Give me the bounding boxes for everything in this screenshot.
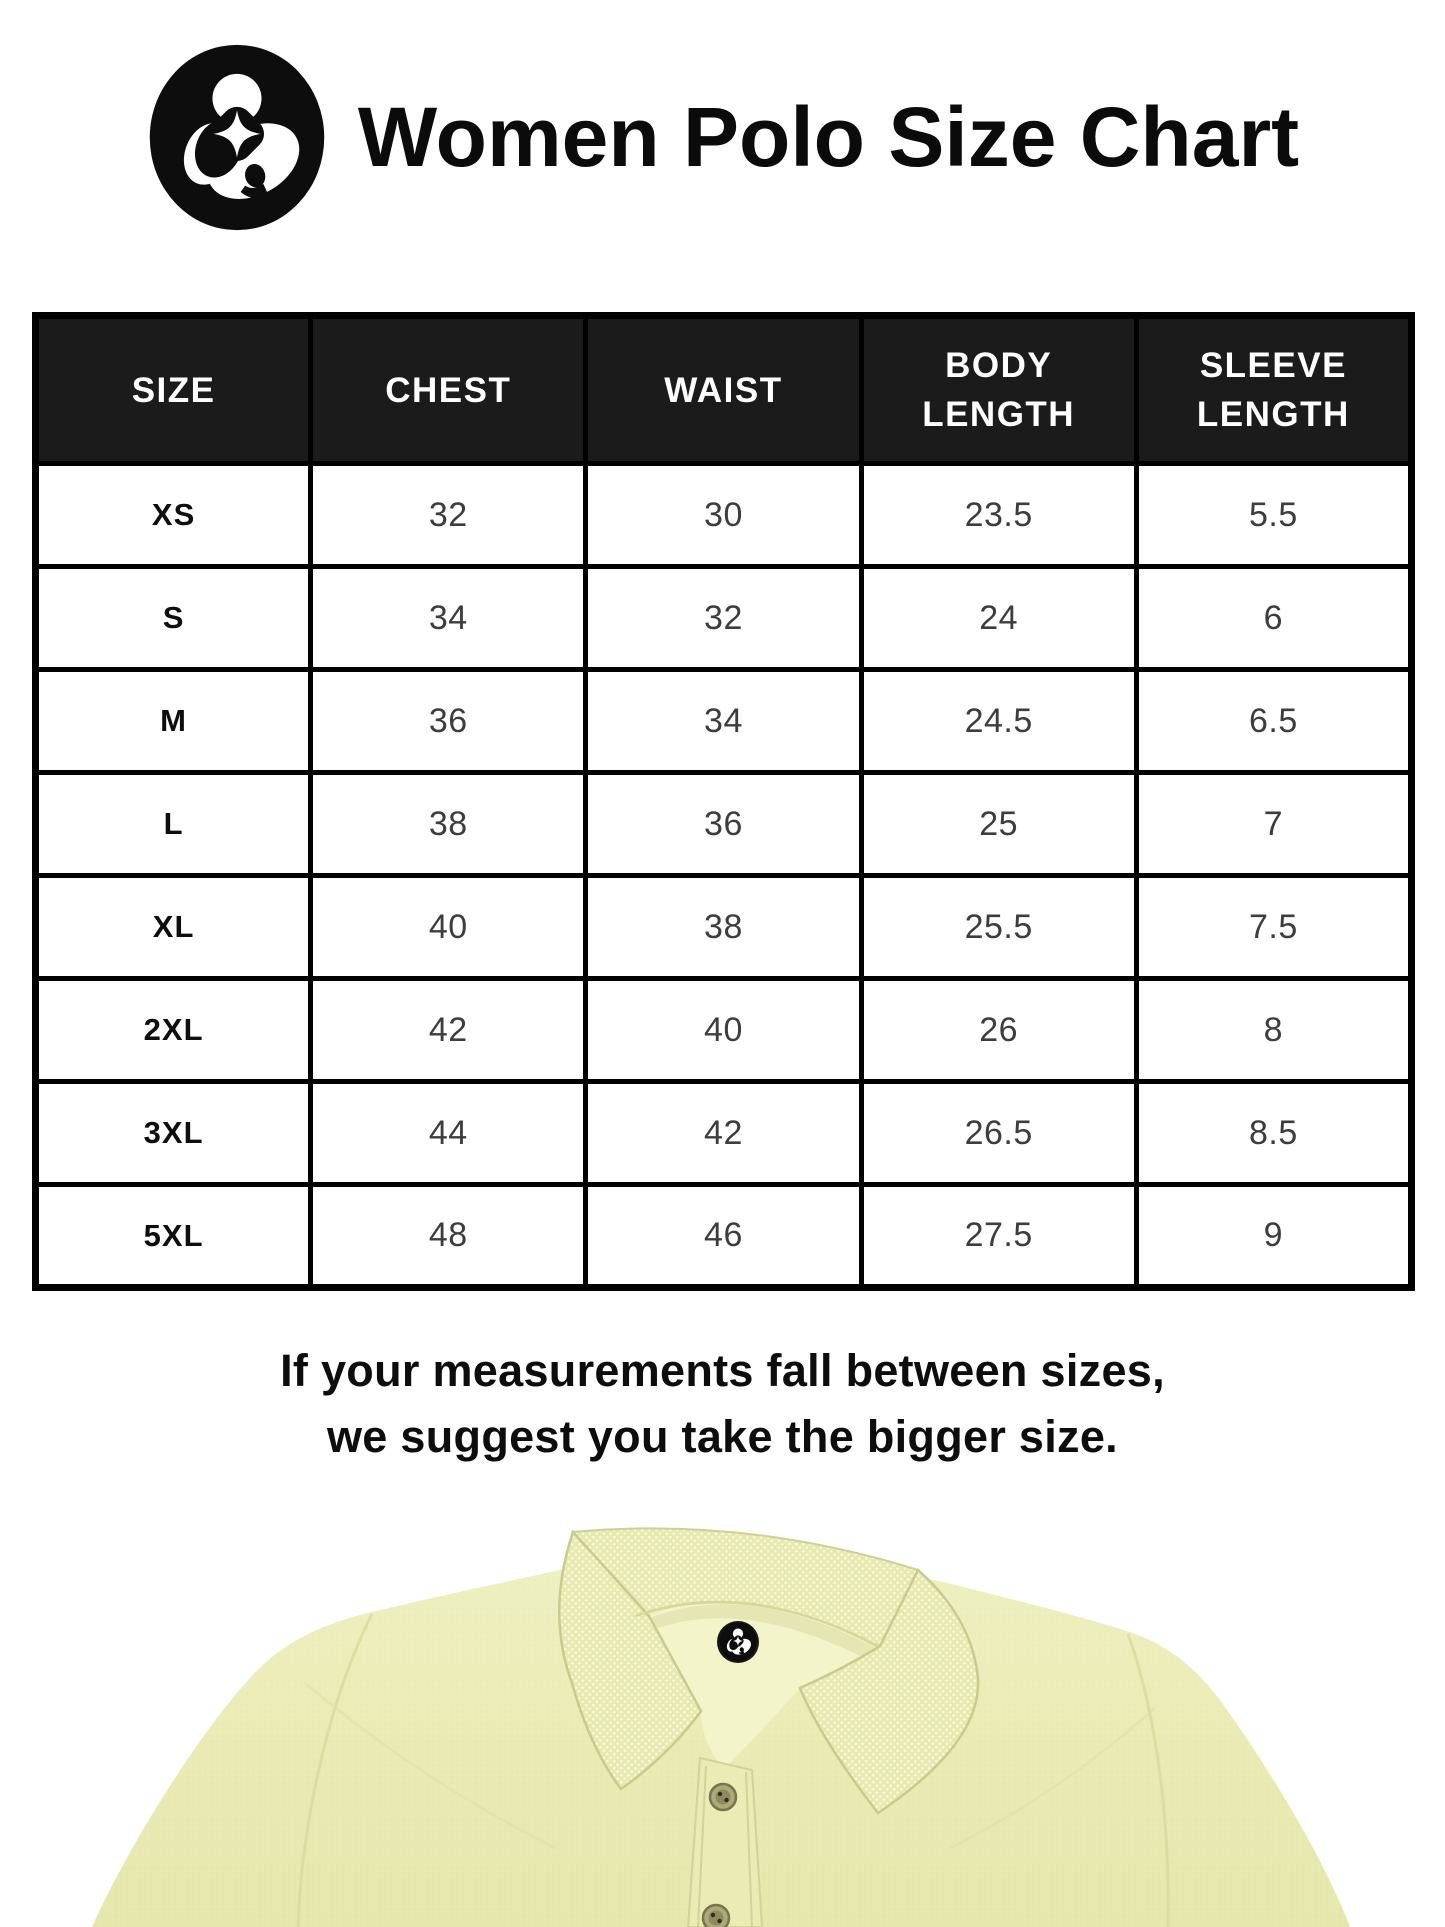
cell-body-length: 24 [861,567,1136,670]
cell-body-length: 26 [861,979,1136,1082]
cell-waist: 38 [586,876,861,979]
polo-shirt-photo [0,1518,1445,1927]
page-title: Women Polo Size Chart [357,89,1300,184]
cell-waist: 30 [586,464,861,567]
cell-waist: 46 [586,1185,861,1288]
cell-chest: 34 [311,567,586,670]
cell-chest: 36 [311,670,586,773]
cell-size: XL [36,876,311,979]
cell-waist: 42 [586,1082,861,1185]
button-bottom [703,1905,729,1927]
table-row-l [36,773,1412,876]
button-top [710,1784,736,1810]
cell-waist: 32 [586,567,861,670]
table-row-2xl [36,979,1412,1082]
cell-waist: 34 [586,670,861,773]
cell-sleeve-length: 8 [1136,979,1411,1082]
size-chart-table [32,312,1415,1291]
cell-sleeve-length: 7.5 [1136,876,1411,979]
column-header-size: SIZE [36,316,311,464]
table-body [36,464,1412,1288]
table-row-5xl [36,1185,1412,1288]
cell-size: L [36,773,311,876]
cell-waist: 40 [586,979,861,1082]
cell-sleeve-length: 5.5 [1136,464,1411,567]
cell-chest: 38 [311,773,586,876]
table-row-3xl [36,1082,1412,1185]
cell-body-length: 25 [861,773,1136,876]
cell-chest: 44 [311,1082,586,1185]
column-header-waist: WAIST [586,316,861,464]
sizing-note-line-1: If your measurements fall between sizes, [280,1345,1165,1396]
cell-sleeve-length: 6 [1136,567,1411,670]
column-header-sleeve-length: SLEEVE LENGTH [1136,316,1411,464]
cell-sleeve-length: 7 [1136,773,1411,876]
mom-and-baby-logo-icon [146,43,328,232]
cell-sleeve-length: 9 [1136,1185,1411,1288]
table-row-xl [36,876,1412,979]
sizing-note-line-2: we suggest you take the bigger size. [326,1411,1118,1462]
cell-body-length: 27.5 [861,1185,1136,1288]
cell-chest: 48 [311,1185,586,1288]
cell-sleeve-length: 8.5 [1136,1082,1411,1185]
cell-size: 3XL [36,1082,311,1185]
cell-size: S [36,567,311,670]
cell-body-length: 25.5 [861,876,1136,979]
cell-body-length: 26.5 [861,1082,1136,1185]
cell-size: 5XL [36,1185,311,1288]
column-header-chest: CHEST [311,316,586,464]
cell-chest: 42 [311,979,586,1082]
cell-size: XS [36,464,311,567]
table-row-s [36,567,1412,670]
cell-size: 2XL [36,979,311,1082]
cell-body-length: 23.5 [861,464,1136,567]
header [0,38,1445,236]
table-header [36,316,1412,464]
cell-chest: 40 [311,876,586,979]
cell-sleeve-length: 6.5 [1136,670,1411,773]
table-row-xs [36,464,1412,567]
column-header-body-length: BODY LENGTH [861,316,1136,464]
cell-waist: 36 [586,773,861,876]
sizing-note [0,1338,1445,1470]
header-row [36,316,1412,464]
table-row-m [36,670,1412,773]
cell-size: M [36,670,311,773]
neck-label [717,1621,759,1663]
cell-chest: 32 [311,464,586,567]
cell-body-length: 24.5 [861,670,1136,773]
